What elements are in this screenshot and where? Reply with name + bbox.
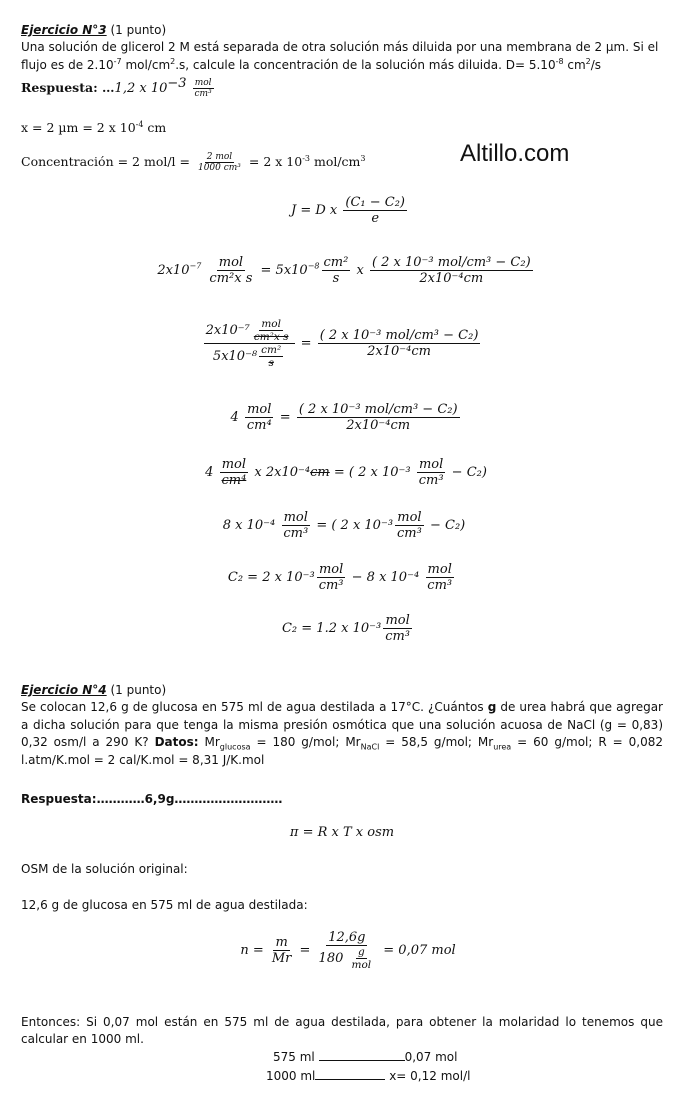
t: C₂ = 2 x 10⁻³ <box>227 570 315 585</box>
t: g <box>487 700 497 714</box>
num: cm² <box>261 344 282 356</box>
exercise-4-heading <box>21 682 166 699</box>
t: − C₂) <box>425 518 466 533</box>
distance-conversion <box>21 120 166 135</box>
t: Se colocan 12,6 g de glucosa en 575 ml de agua destilada a 17°C. ¿Cuántos <box>21 700 488 714</box>
equation-step-5 <box>0 510 694 541</box>
t: = 5x10 <box>256 263 308 278</box>
osmotic-pressure-equation: π = R x T x osm <box>289 825 395 840</box>
num: m <box>275 935 288 950</box>
den <box>317 946 378 971</box>
num: (C₁ − C₂) <box>345 195 405 210</box>
exp: 2 <box>170 57 176 66</box>
exp: 3 <box>360 153 366 163</box>
exercise-3-heading <box>21 22 166 39</box>
num: mol <box>385 613 410 628</box>
num: mol <box>397 510 422 525</box>
frac <box>270 935 294 966</box>
t: x= 0,12 mol/l <box>385 1069 471 1083</box>
watermark: Altillo.com <box>460 140 570 167</box>
frac <box>259 344 283 369</box>
t: − 8 x 10⁻⁴ <box>347 570 424 585</box>
blank-line <box>315 1079 385 1080</box>
lhs: J = D x <box>290 203 342 218</box>
equation-result <box>0 613 698 644</box>
den: cm⁴ <box>246 418 272 433</box>
exercise-3-statement-line1: Una solución de glicerol 2 M está separada de otra solución más diluida por una membrana de 2 µm. Si el <box>21 40 659 54</box>
exp: -7 <box>113 57 122 66</box>
text: mol/cm <box>310 154 361 169</box>
exp: -4 <box>135 119 144 129</box>
den: Mr <box>271 951 292 966</box>
t: = 0,07 mol <box>379 943 456 958</box>
t: 575 ml <box>273 1050 319 1064</box>
den: 1000 cm³ <box>197 163 241 173</box>
den <box>211 344 287 369</box>
exercise-3-points: (1 punto) <box>110 23 167 37</box>
t: = 58,5 g/mol; Mr <box>379 735 494 749</box>
den: cm⁴ <box>221 473 247 488</box>
exp: -8 <box>555 57 564 66</box>
t: 4 <box>230 410 243 425</box>
num: mol <box>218 255 244 270</box>
sub: NaCl <box>360 742 380 752</box>
frac <box>383 613 412 644</box>
den: cm³ <box>427 578 453 593</box>
equation-step-3: 4 $\frac{\text{mol}}{\text{cm⁴}}$ = $\frac{\text{( 2 x 10⁻³ mol/cm³ − C₂)}}{\text{2x10⁻⁴cm}}$ <box>230 402 458 433</box>
t: 1000 ml <box>266 1069 316 1083</box>
exercise-3-statement-line2 <box>21 57 601 74</box>
t: 8 x 10⁻⁴ <box>222 518 280 533</box>
exercise-4-answer: Respuesta:…………6,9g……………………… <box>21 792 283 806</box>
text: = 2 x 10 <box>244 154 303 169</box>
num <box>204 318 295 344</box>
text: cm <box>563 58 586 72</box>
sub: glucosa <box>219 742 251 752</box>
frac <box>317 562 346 593</box>
frac <box>350 946 374 971</box>
num: g <box>357 946 365 958</box>
rule-of-three-row-1 <box>273 1049 457 1066</box>
exercise-3-title: Ejercicio N°3 <box>21 23 107 37</box>
exp: -3 <box>302 153 310 163</box>
t: = 60 g/mol; R = 0,082 l.atm/K.mol = 2 cal/K.mol = 8,31 J/K.mol <box>21 735 663 767</box>
text: flujo es de 2.10 <box>21 58 114 72</box>
text: .s, calcule la concentración de la solución más diluida. D= 5.10 <box>175 58 556 72</box>
text: mol/cm <box>121 58 171 72</box>
den: s <box>332 271 340 286</box>
rule-of-three-row-2 <box>266 1068 470 1085</box>
num: mol <box>221 457 247 472</box>
frac <box>219 457 248 488</box>
equation-step-6 <box>0 562 692 593</box>
t: C₂ = 1.2 x 10⁻³ <box>281 621 382 636</box>
t: 180 <box>318 951 348 966</box>
exercise-4-statement <box>21 699 663 769</box>
den: cm³ <box>318 578 344 593</box>
equation-step-4 <box>0 457 696 488</box>
num: ( 2 x 10⁻³ mol/cm³ − C₂) <box>298 402 458 417</box>
num: 12,6g <box>328 930 366 945</box>
frac <box>317 930 378 971</box>
frac <box>252 318 291 343</box>
t: x <box>352 263 368 278</box>
exercise-4-title: Ejercicio N°4 <box>21 683 107 697</box>
t: = ( 2 x 10⁻³ <box>329 465 415 480</box>
frac <box>370 255 533 286</box>
exp: 2 <box>585 57 591 66</box>
t: − C₂) <box>447 465 487 480</box>
frac <box>281 510 310 541</box>
exp: −8 <box>307 261 320 271</box>
num: 2 mol <box>206 152 233 162</box>
text: /s <box>590 58 602 72</box>
den: 2x10⁻⁴cm <box>346 418 411 433</box>
equation-step-1 <box>0 255 696 286</box>
blank-line <box>319 1060 405 1061</box>
frac <box>245 402 274 433</box>
exercise-4-points: (1 punto) <box>110 683 167 697</box>
den: cm²x s <box>209 271 253 286</box>
t: 4 <box>205 465 218 480</box>
t: 2x10⁻⁷ <box>205 323 250 338</box>
t: 2x10 <box>157 263 190 278</box>
text: cm <box>143 120 167 135</box>
frac <box>417 457 446 488</box>
num: mol <box>427 562 452 577</box>
frac <box>425 562 454 593</box>
num: mol <box>418 457 444 472</box>
den: cm³ <box>283 526 309 541</box>
answer-unit <box>193 78 214 99</box>
den: cm³ <box>385 629 411 644</box>
moles-equation <box>0 930 698 971</box>
frac <box>322 255 351 286</box>
t: cm <box>310 465 330 480</box>
text: x = 2 µm = 2 x 10 <box>21 120 136 135</box>
num: mol <box>318 562 344 577</box>
t: x 2x10⁻⁴ <box>250 465 311 480</box>
t: Mr <box>198 735 220 749</box>
flux-equation <box>0 195 700 226</box>
then-paragraph: Entonces: Si 0,07 mol están en 575 ml de agua destilada, para obtener la molaridad lo tenemos que calcular en 1000 ml. <box>21 1015 663 1046</box>
answer-label: Respuesta: … <box>21 80 115 95</box>
osm-label: OSM de la solución original: <box>21 862 188 876</box>
den: e <box>371 211 380 226</box>
frac <box>343 195 407 226</box>
den: 2x10⁻⁴cm <box>367 344 431 359</box>
den: cm³ <box>397 526 422 541</box>
glucose-label: 12,6 g de glucosa en 575 ml de agua destilada: <box>21 898 308 912</box>
num: mol <box>283 510 308 525</box>
text: Concentración = 2 mol/l = <box>21 154 194 169</box>
num: cm² <box>323 255 349 270</box>
den: s <box>268 357 274 369</box>
answer-exp: −3 <box>167 75 187 91</box>
frac <box>297 402 460 433</box>
den: cm²x s <box>253 331 289 343</box>
den: 2x10⁻⁴cm <box>419 271 484 286</box>
frac <box>318 328 481 359</box>
sub: urea <box>493 742 512 752</box>
num: mol <box>194 78 212 88</box>
num: ( 2 x 10⁻³ mol/cm³ − C₂) <box>371 255 531 270</box>
num: ( 2 x 10⁻³ mol/cm³ − C₂) <box>319 328 479 343</box>
den: cm³ <box>194 89 212 99</box>
equation-step-2: 2x10⁻⁷ $\frac{\text{mol}}{\text{cm²x s}}$ 5x10⁻⁸ $\frac{\text{cm²}}{s}$ = $\frac{\text{( 2 x 10⁻³ mol/cm³ − C₂)}}{\text{2x10⁻⁴cm}}$ <box>205 318 479 369</box>
concentration-conversion <box>21 152 366 173</box>
num: mol <box>261 318 281 330</box>
t: = <box>295 943 315 958</box>
t: n = <box>240 943 268 958</box>
t: 0,07 mol <box>404 1050 458 1064</box>
frac <box>395 510 424 541</box>
t: 5x10⁻⁸ <box>212 349 258 364</box>
frac <box>207 255 254 286</box>
answer-value: 1,2 x 10 <box>114 81 168 96</box>
datos-label: Datos: <box>154 735 199 749</box>
t: de urea habrá que agregar a dicha solución para que tenga la misma presión osmótica que una solución acuosa de NaCl (g = 0,83) 0,32 osm/l a 290 K? <box>21 700 663 749</box>
compound-frac <box>204 318 295 369</box>
num: mol <box>247 402 272 417</box>
exp: −7 <box>189 261 202 271</box>
exercise-3-answer <box>21 75 216 99</box>
conc-frac <box>196 152 243 173</box>
t: = 180 g/mol; Mr <box>250 735 361 749</box>
den: mol <box>351 959 372 971</box>
den: cm³ <box>418 473 444 488</box>
t: = ( 2 x 10⁻³ <box>312 518 394 533</box>
